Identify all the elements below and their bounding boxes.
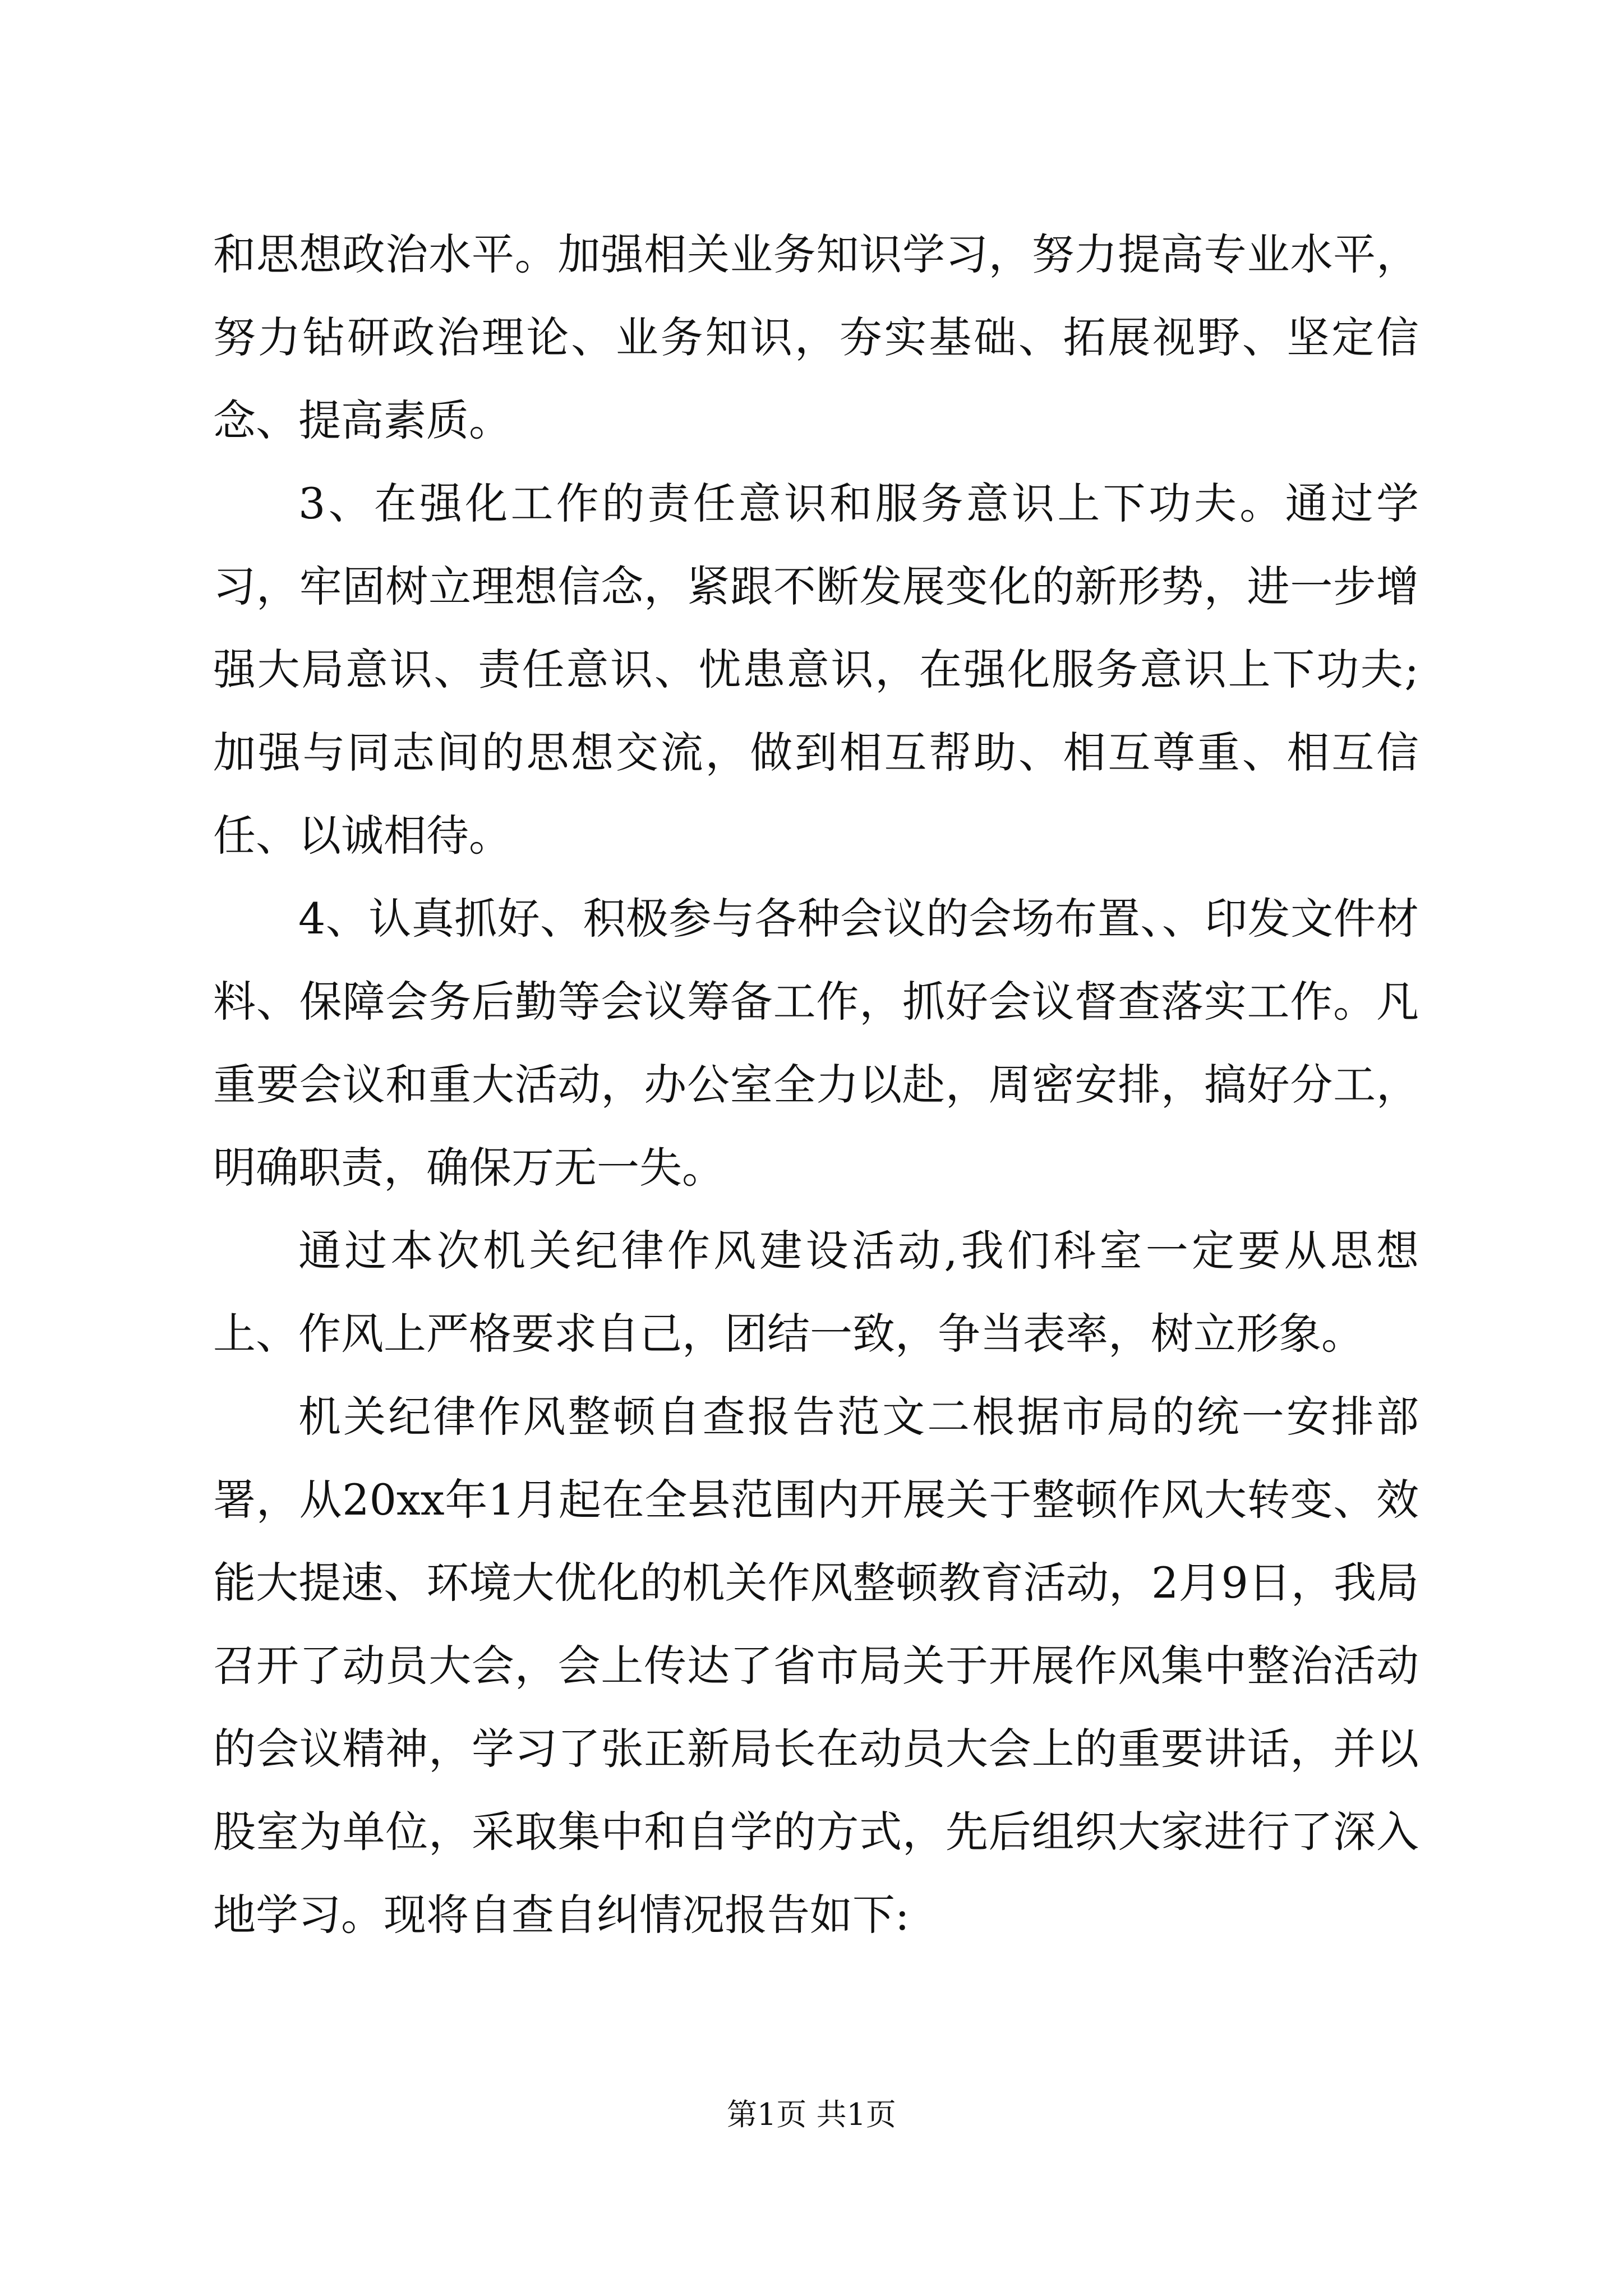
paragraph-3: 4、认真抓好、积极参与各种会议的会场布置、、印发文件材料、保障会务后勤等会议筹备工作，抓好会议督查落实工作。凡重要会议和重大活动，办公室全力以赴，周密安排，搞好分工，明确职责，确保万无一失。 (213, 894, 1419, 1193)
paragraph-1: 和思想政治水平。加强相关业务知识学习，努力提高专业水平，努力钻研政治理论、业务知识，夯实基础、拓展视野、坚定信念、提高素质。 (213, 229, 1419, 445)
paragraph-5: 机关纪律作风整顿自查报告范文二根据市局的统一安排部署，从20xx年1月起在全县范围内开展关于整顿作风大转变、效能大提速、环境大优化的机关作风整顿教育活动，2月9日，我局召开了动员大会，会上传达了省市局关于开展作风集中整治活动的会议精神，学习了张正新局长在动员大会上的重要讲话，并以股室为单位，采取集中和自学的方式，先后组织大家进行了深入地学习。现将自查自纠情况报告如下: (213, 1392, 1419, 1940)
page-footer (0, 2095, 1623, 2134)
document-body (213, 213, 1419, 1957)
page-number-label: 第1页 共1页 (727, 2097, 896, 2132)
paragraph-2: 3、在强化工作的责任意识和服务意识上下功夫。通过学习，牢固树立理想信念，紧跟不断发展变化的新形势，进一步增强大局意识、责任意识、忧患意识，在强化服务意识上下功夫;加强与同志间的思想交流，做到相互帮助、相互尊重、相互信任、以诚相待。 (213, 478, 1419, 861)
paragraph-4: 通过本次机关纪律作风建设活动,我们科室一定要从思想上、作风上严格要求自己，团结一致，争当表率，树立形象。 (213, 1226, 1419, 1359)
